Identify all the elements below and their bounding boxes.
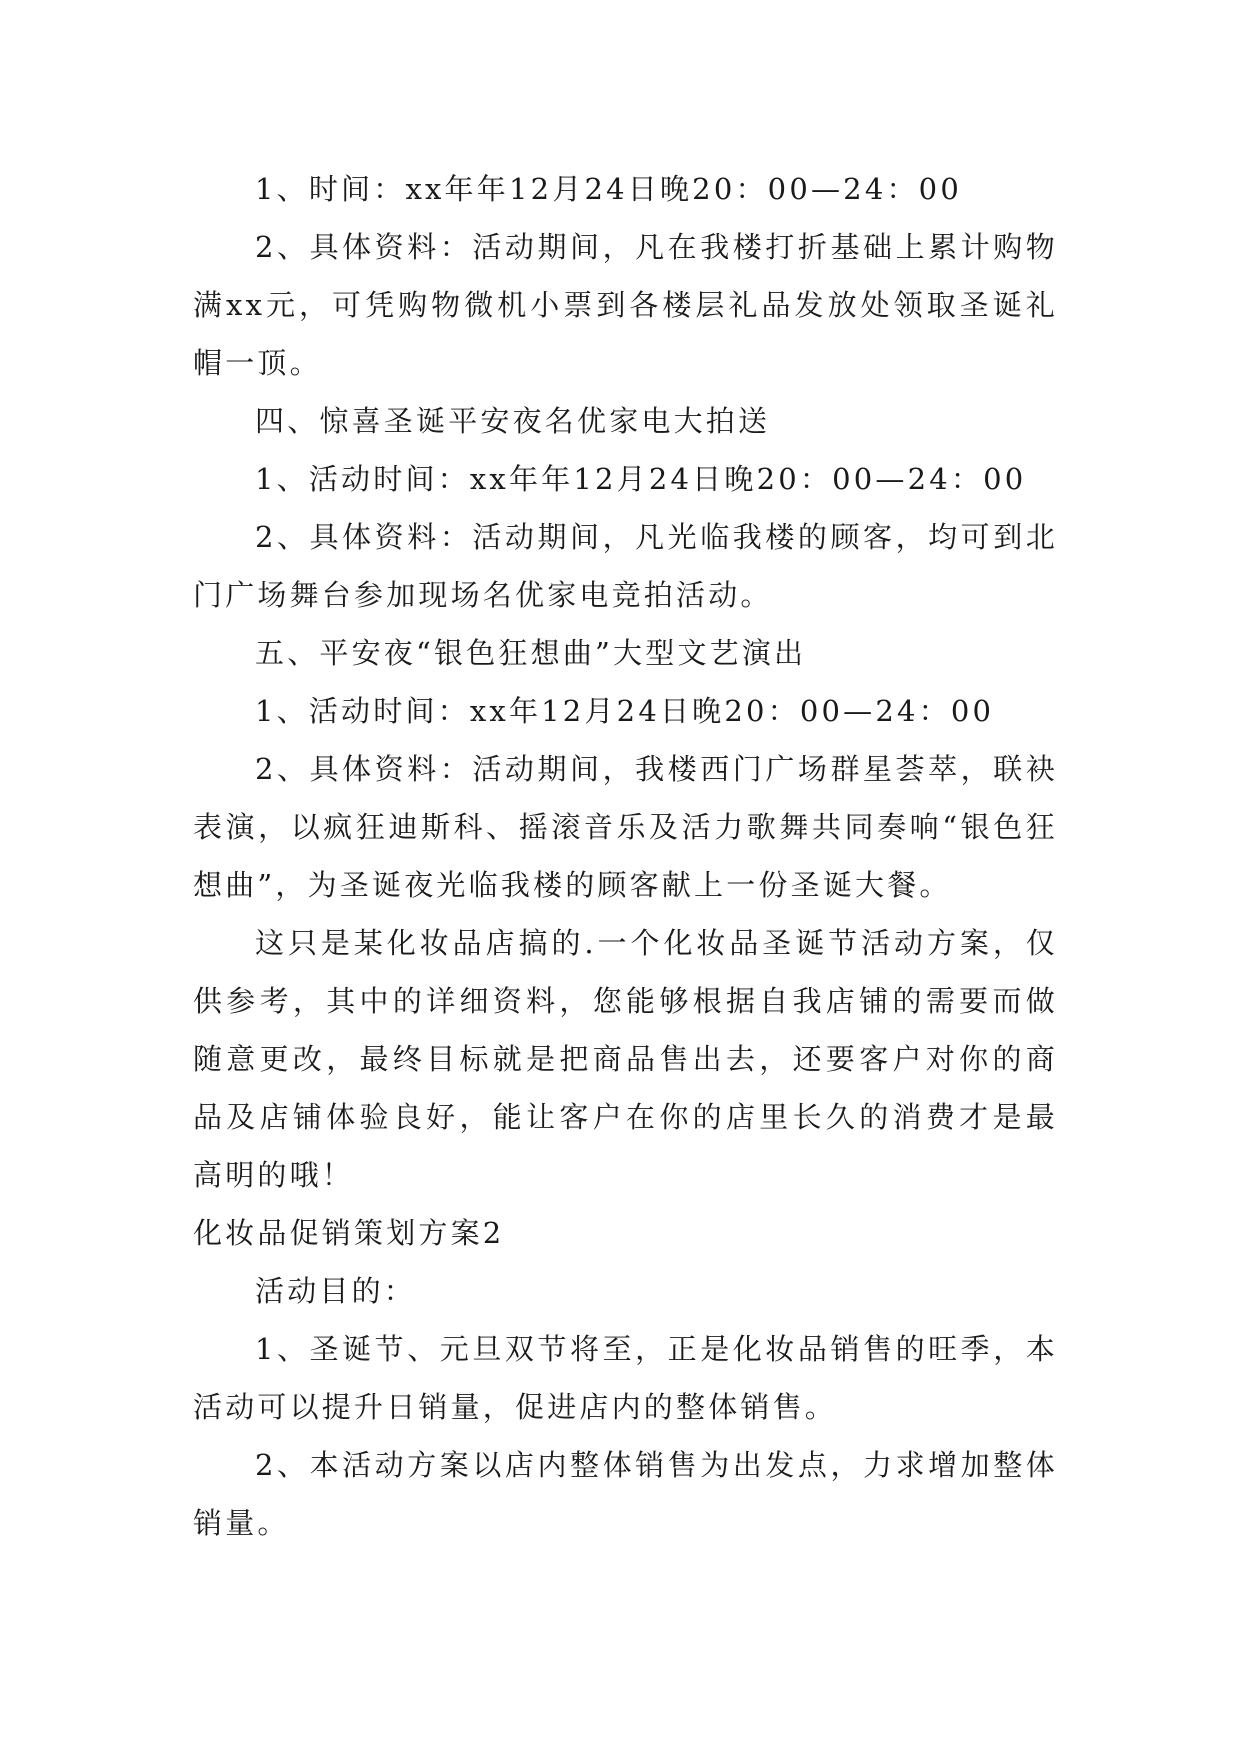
paragraph-summary: 这只是某化妆品店搞的.一个化妆品圣诞节活动方案，仅供参考，其中的详细资料，您能够根据自我店铺的需要而做随意更改，最终目标就是把商品售出去，还要客户对你的商品及店铺体验良好，能让客户在你的店里长久的消费才是最高明的哦！: [193, 926, 1058, 1192]
paragraph-time: 1、时间：xx年年12月24日晚20：00—24：00: [255, 172, 962, 206]
paragraph-purpose-two: 2、本活动方案以店内整体销售为出发点，力求增加整体销量。: [193, 1448, 1058, 1540]
paragraph-purpose-label: 活动目的：: [255, 1274, 417, 1308]
paragraph-auction-time: 1、活动时间：xx年年12月24日晚20：00—24：00: [255, 462, 1027, 496]
paragraph-show-details: 2、具体资料：活动期间，我楼西门广场群星荟萃，联袂表演，以疯狂迪斯科、摇滚音乐及活力歌舞共同奏响“银色狂想曲”，为圣诞夜光临我楼的顾客献上一份圣诞大餐。: [193, 752, 1058, 902]
section-heading-four: 四、惊喜圣诞平安夜名优家电大拍送: [255, 404, 771, 438]
paragraph-details-hat: 2、具体资料：活动期间，凡在我楼打折基础上累计购物满xx元，可凭购物微机小票到各楼层礼品发放处领取圣诞礼帽一顶。: [193, 230, 1058, 380]
document-section-title: 化妆品促销策划方案2: [193, 1216, 505, 1250]
paragraph-purpose-one: 1、圣诞节、元旦双节将至，正是化妆品销售的旺季，本活动可以提升日销量，促进店内的整体销售。: [193, 1332, 1058, 1424]
paragraph-show-time: 1、活动时间：xx年12月24日晚20：00—24：00: [255, 694, 995, 728]
document-body: [193, 160, 1058, 1552]
section-heading-five: 五、平安夜“银色狂想曲”大型文艺演出: [255, 636, 807, 670]
paragraph-auction-details: 2、具体资料：活动期间，凡光临我楼的顾客，均可到北门广场舞台参加现场名优家电竞拍活动。: [193, 520, 1058, 612]
